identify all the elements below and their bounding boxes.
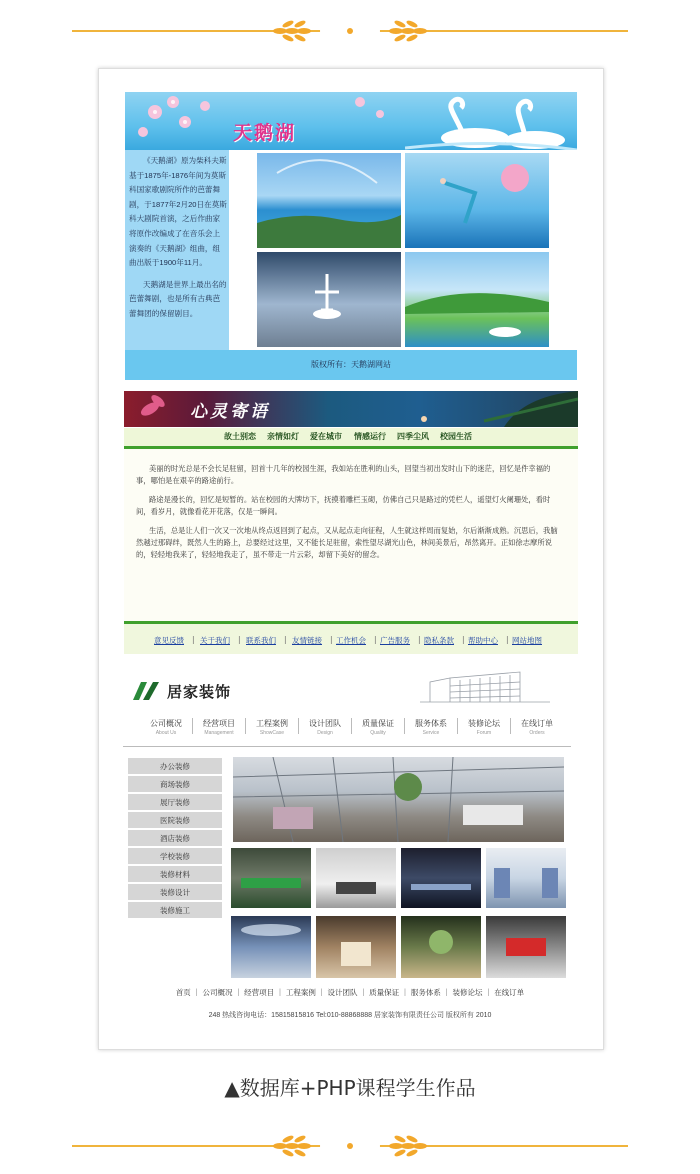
deco-nav-forum[interactable] bbox=[458, 718, 510, 736]
lake-photo bbox=[257, 153, 401, 248]
nav-sublabel: ShowCase bbox=[259, 730, 285, 736]
nav-sublabel: Orders bbox=[529, 730, 545, 736]
nav-sublabel: Design bbox=[317, 730, 333, 736]
deco-footer-links: 首页 ｜ 公司概况 ｜ 经营项目 ｜ 工程案例 ｜ 设计团队 ｜ 质量保证 ｜ 服务体系 ｜ 装修论坛 ｜ 在线订单 bbox=[175, 988, 525, 997]
nav-label: 在线订单 bbox=[521, 719, 553, 728]
footer-link[interactable]: 首页 bbox=[175, 988, 191, 997]
sidebar-label: 商场装修 bbox=[160, 780, 190, 789]
swan-footer bbox=[125, 350, 577, 380]
footer-link[interactable]: 装修论坛 bbox=[452, 988, 483, 997]
swan-site-title: 天鹅湖 bbox=[233, 122, 297, 144]
meeting-room-photo bbox=[401, 848, 481, 908]
building-sketch-icon bbox=[410, 668, 560, 706]
deco-nav-management[interactable] bbox=[193, 718, 245, 736]
reception-photo bbox=[316, 848, 396, 908]
sidebar-item[interactable] bbox=[128, 848, 222, 866]
nav-sublabel: Quality bbox=[370, 730, 386, 736]
sidebar-item[interactable] bbox=[128, 884, 222, 902]
swan-intro-paragraph: 天鹅湖是世界上最出名的芭蕾舞剧，也是所有古典芭蕾舞团的保留剧目。 bbox=[129, 279, 227, 318]
wheat-ornament-icon bbox=[258, 1131, 442, 1161]
nav-sublabel: Management bbox=[204, 730, 234, 736]
heart-nav-item[interactable]: 亲情如灯 bbox=[267, 432, 299, 441]
heart-nav-item[interactable]: 故土别恋 bbox=[224, 432, 256, 441]
sidebar-item[interactable] bbox=[128, 866, 222, 884]
nav-label: 服务体系 bbox=[415, 719, 447, 728]
deco-nav-service[interactable] bbox=[405, 718, 457, 736]
heart-nav bbox=[124, 428, 578, 449]
footer-link[interactable]: 友情链接 bbox=[292, 636, 322, 645]
footer-link[interactable]: 设计团队 bbox=[327, 988, 358, 997]
sidebar-label: 医院装修 bbox=[160, 816, 190, 825]
swan-intro-text bbox=[129, 154, 227, 322]
hall-photo bbox=[231, 916, 311, 978]
article-paragraph: 生活，总是让人们一次又一次地从终点返回到了起点，又从起点走向征程，人生就这样周而复始，尔后渐渐成熟。沉思后，我脑然越过那碍绊，既然人生的路上，总要经过这里，又不能长足驻留，索性望尽湖光山色，林间美景后，昂然离开。正如徐志摩所说的，轻轻地我来了，轻轻地我走了，虽不带走一片云彩，却留下美好的留念。 bbox=[136, 525, 558, 560]
ballet-dancer-photo bbox=[405, 153, 549, 248]
article-paragraph: 美丽的时光总是不会长足驻留，回首十几年的校园生涯，我如站在胜利的山头，回望当初出发时山下的迷茫，回忆是件幸福的事，哪怕是在艰辛的路途前行。 bbox=[136, 464, 551, 486]
lobby-photo bbox=[231, 848, 311, 908]
footer-link[interactable]: 隐私条款 bbox=[424, 636, 454, 645]
nav-label: 公司概况 bbox=[150, 719, 182, 728]
deco-nav-divider bbox=[123, 746, 571, 747]
nav-label: 设计团队 bbox=[309, 719, 341, 728]
nav-sublabel: Service bbox=[422, 730, 440, 736]
heart-article bbox=[124, 449, 578, 621]
heart-banner bbox=[124, 391, 578, 427]
sidebar-label: 学校装修 bbox=[160, 852, 190, 861]
footer-link[interactable]: 服务体系 bbox=[410, 988, 441, 997]
swan-banner bbox=[125, 92, 577, 150]
store-photo bbox=[316, 916, 396, 978]
swan-lake-photo bbox=[405, 252, 549, 347]
heart-nav-item[interactable]: 校园生活 bbox=[440, 432, 472, 441]
deco-nav-showcase[interactable] bbox=[246, 718, 298, 736]
heart-nav-item[interactable]: 四季尘风 bbox=[397, 432, 429, 441]
footer-link[interactable]: 帮助中心 bbox=[468, 636, 498, 645]
footer-link[interactable]: 网站地图 bbox=[512, 636, 542, 645]
footer-link[interactable]: 公司概况 bbox=[202, 988, 233, 997]
footer-link[interactable]: 经营项目 bbox=[244, 988, 275, 997]
footer-link[interactable]: 在线订单 bbox=[494, 988, 525, 997]
heart-footer-links: 意见反馈 | 关于我们 | 联系我们 | 友情链接 | 工作机会 | 广告服务 | 隐私条款 | 帮助中心 | 网站地图 bbox=[124, 624, 578, 654]
footer-link[interactable]: 工作机会 bbox=[336, 636, 366, 645]
nav-label: 装修论坛 bbox=[468, 719, 500, 728]
sidebar-item[interactable] bbox=[128, 776, 222, 794]
footer-link[interactable]: 联系我们 bbox=[246, 636, 276, 645]
sidebar-label: 装修材料 bbox=[160, 870, 190, 879]
swan-icon bbox=[405, 94, 577, 150]
deco-copyright: 248 热线咨询电话：15815815816 Tel:010-88868888 居家装饰有限责任公司 版权所有 2010 bbox=[208, 1012, 492, 1019]
deco-nav-design[interactable] bbox=[299, 718, 351, 736]
nav-label: 经营项目 bbox=[203, 719, 235, 728]
heart-site-title: 心灵寄语 bbox=[190, 402, 270, 422]
swan-content bbox=[125, 150, 577, 350]
office-interior-photo bbox=[233, 757, 564, 842]
sidebar-item[interactable] bbox=[128, 758, 222, 776]
winter-ballet-photo bbox=[257, 252, 401, 347]
nav-sublabel: About Us bbox=[155, 730, 177, 736]
showroom-photo bbox=[486, 848, 566, 908]
sidebar-item[interactable] bbox=[128, 812, 222, 830]
article-paragraph: 路途是漫长的，回忆是短暂的。站在校园的大牌坊下，抚摸着雕栏玉砌，仿佛自己只是路过的凭栏人，遥望灯火阑珊处，看时间，看岁月，就像看花开花落，仅是一瞬间。 bbox=[136, 494, 551, 517]
sidebar-label: 酒店装修 bbox=[160, 834, 190, 843]
heart-nav-item[interactable]: 情感运行 bbox=[354, 432, 386, 441]
garden-hall-photo bbox=[401, 916, 481, 978]
swan-copyright: 版权所有：天鹅湖网站 bbox=[311, 360, 391, 369]
footer-link[interactable]: 质量保证 bbox=[369, 988, 400, 997]
swan-intro-panel bbox=[125, 150, 229, 350]
swan-intro-paragraph: 《天鹅湖》原为柴科夫斯基于1875年-1876年间为莫斯科国家歌剧院所作的芭蕾舞剧，于1877年2月20日在莫斯科大剧院首演，之后作曲家将原作改编成了在音乐会上演奏的《天鹅湖》组曲，组曲出版于1900年11月。 bbox=[129, 156, 227, 268]
wheat-ornament-icon bbox=[258, 16, 442, 46]
deco-nav-orders[interactable] bbox=[511, 718, 563, 736]
sidebar-label: 办公装修 bbox=[160, 762, 190, 771]
deco-logo-icon bbox=[131, 680, 161, 702]
sidebar-item[interactable] bbox=[128, 902, 222, 920]
sidebar-item[interactable] bbox=[128, 794, 222, 812]
footer-link[interactable]: 工程案例 bbox=[285, 988, 316, 997]
caption: ▲数据库+PHP课程学生作品 bbox=[224, 1076, 476, 1100]
sidebar-label: 装修设计 bbox=[160, 888, 190, 897]
deco-nav-about[interactable] bbox=[140, 718, 192, 736]
footer-link[interactable]: 意见反馈 bbox=[154, 636, 184, 645]
heart-nav-item[interactable]: 爱在城市 bbox=[310, 432, 342, 441]
sidebar-label: 装修施工 bbox=[160, 906, 190, 915]
sidebar-item[interactable] bbox=[128, 830, 222, 848]
exhibition-photo bbox=[486, 916, 566, 978]
nav-sublabel: Forum bbox=[476, 730, 492, 736]
nav-label: 工程案例 bbox=[256, 719, 288, 728]
deco-site-logo: 居家装饰 bbox=[167, 684, 232, 701]
sidebar-label: 展厅装修 bbox=[160, 798, 190, 807]
deco-nav-quality[interactable] bbox=[352, 718, 404, 736]
nav-label: 质量保证 bbox=[362, 719, 394, 728]
footer-link[interactable]: 关于我们 bbox=[200, 636, 230, 645]
footer-link[interactable]: 广告服务 bbox=[380, 636, 410, 645]
